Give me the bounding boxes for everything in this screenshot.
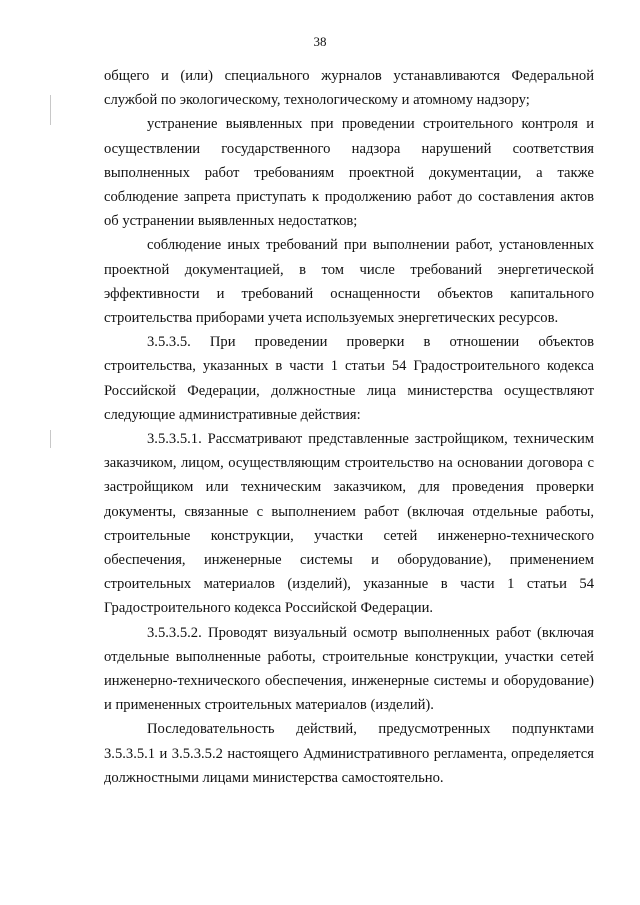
paragraph-continuation: общего и (или) специального журналов устанавливаются Федеральной службой по экологическому, технологическому и атомному надзору; bbox=[104, 68, 594, 109]
page-number: 38 bbox=[313, 34, 327, 49]
document-body bbox=[104, 64, 594, 790]
paragraph: устранение выявленных при проведении строительного контроля и осуществлении государственного надзора нарушений соответствия выполненных работ требованиям проектной документации, а также соблюдение запрета приступать к продолжению работ до составления актов об устранении выявленных недостатков; bbox=[104, 116, 594, 230]
margin-scan-line-top bbox=[50, 95, 51, 125]
paragraph: Последовательность действий, предусмотренных подпунктами 3.5.3.5.1 и 3.5.3.5.2 настоящего Административного регламента, определяется должностными лицами министерства самостоятельно. bbox=[104, 721, 594, 786]
paragraph-3-5-3-5-2: 3.5.3.5.2. Проводят визуальный осмотр выполненных работ (включая отдельные выполненные работы, строительные конструкции, участки сетей инженерно-технического обеспечения, инженерные системы и оборудование) и примененных строительных материалов (изделий). bbox=[104, 624, 594, 714]
paragraph-3-5-3-5: 3.5.3.5. При проведении проверки в отношении объектов строительства, указанных в части 1 статьи 54 Градостроительного кодекса Российской Федерации, должностные лица министерства осуществляют следующие административные действия: bbox=[104, 334, 594, 423]
margin-scan-line-bottom bbox=[50, 430, 51, 448]
paragraph: соблюдение иных требований при выполнении работ, установленных проектной документацией, в том числе требований энергетической эффективности и требований оснащенности объектов капитального строительства приборами учета используемых энергетических ресурсов. bbox=[104, 237, 594, 327]
paragraph-3-5-3-5-1: 3.5.3.5.1. Рассматривают представленные застройщиком, техническим заказчиком, лицом, осуществляющим строительство на основании договора с застройщиком или техническим заказчиком, для проведения проверки документы, связанные с выполнением работ (включая отдельные работы, строительные конструкции, участки сетей инженерно-технического обеспечения, инженерные системы и оборудование), применением строительных материалов (изделий), указанные в части 1 статьи 54 Градостроительного кодекса Российской Федерации. bbox=[104, 431, 594, 617]
